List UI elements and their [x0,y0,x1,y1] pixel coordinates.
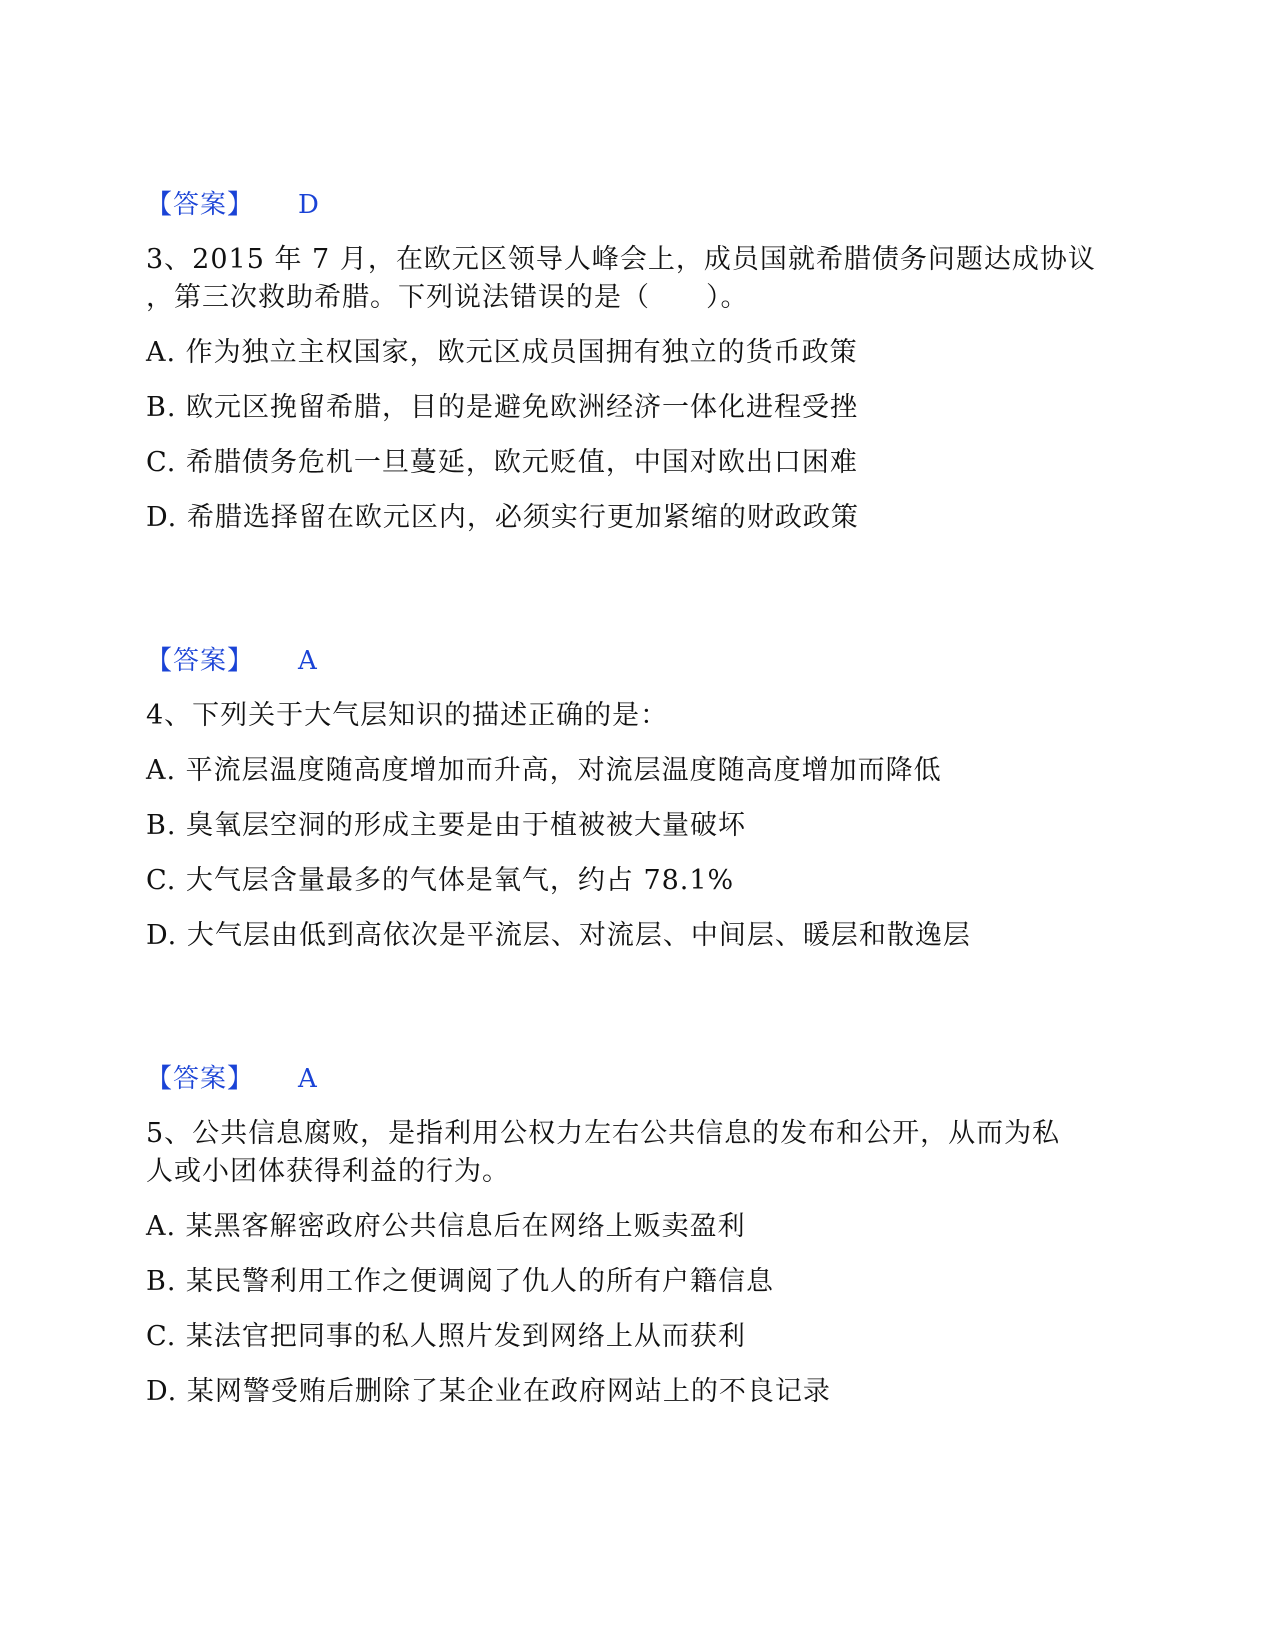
question-4-option-c: C. 大气层含量最多的气体是氧气，约占 78.1% [146,865,735,896]
question-5-option-c: C. 某法官把同事的私人照片发到网络上从而获利 [146,1321,746,1352]
answer-value: A [298,646,318,676]
answer-value: D [298,190,320,220]
question-4-option-a: A. 平流层温度随高度增加而升高，对流层温度随高度增加而降低 [146,755,942,786]
answer-line-q4 [146,1061,318,1097]
answer-line-q2 [146,187,320,223]
answer-value: A [298,1064,318,1094]
answer-line-q3 [146,643,318,679]
question-5-option-b: B. 某民警利用工作之便调阅了仇人的所有户籍信息 [146,1266,775,1297]
question-5-stem-line2: 人或小团体获得利益的行为。 [146,1156,510,1187]
question-3-option-b: B. 欧元区挽留希腊，目的是避免欧洲经济一体化进程受挫 [146,392,859,423]
answer-label: 【答案】 [146,190,255,220]
question-3-option-c: C. 希腊债务危机一旦蔓延，欧元贬值，中国对欧出口困难 [146,447,858,478]
question-3-stem-line2: ，第三次救助希腊。下列说法错误的是（ ）。 [146,282,749,313]
question-5-option-a: A. 某黑客解密政府公共信息后在网络上贩卖盈利 [146,1211,746,1242]
question-4-option-d: D. 大气层由低到高依次是平流层、对流层、中间层、暖层和散逸层 [146,920,971,951]
question-3-option-d: D. 希腊选择留在欧元区内，必须实行更加紧缩的财政政策 [146,502,859,533]
question-4-option-b: B. 臭氧层空洞的形成主要是由于植被被大量破坏 [146,810,747,841]
answer-label: 【答案】 [146,1064,255,1094]
question-3-stem-line1: 3、2015 年 7 月，在欧元区领导人峰会上，成员国就希腊债务问题达成协议 [146,244,1096,275]
question-5-stem-line1: 5、公共信息腐败，是指利用公权力左右公共信息的发布和公开，从而为私 [146,1118,1061,1149]
question-3-option-a: A. 作为独立主权国家，欧元区成员国拥有独立的货币政策 [146,337,858,368]
answer-label: 【答案】 [146,646,255,676]
question-4-stem-line1: 4、下列关于大气层知识的描述正确的是： [146,700,669,731]
question-5-option-d: D. 某网警受贿后删除了某企业在政府网站上的不良记录 [146,1376,831,1407]
